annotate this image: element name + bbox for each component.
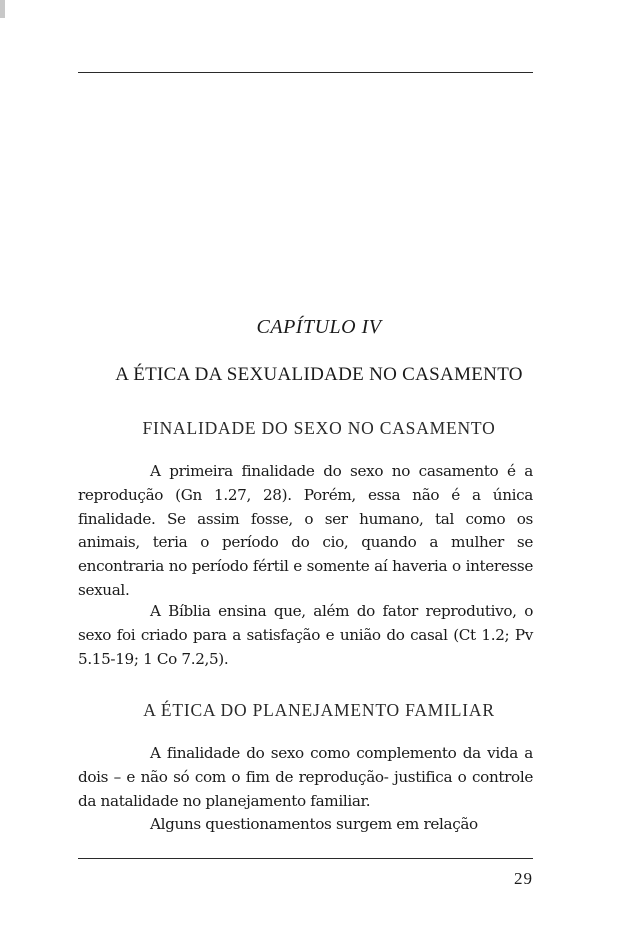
page-number: 29 [514, 869, 533, 888]
chapter-label: CAPÍTULO IV [256, 316, 382, 338]
section-heading-planejamento: A ÉTICA DO PLANEJAMENTO FAMILIAR [143, 700, 495, 720]
paragraph-1: A primeira finalidade do sexo no casamento é a reprodução (Gn 1.27, 28). Porém, essa não é a única finalidade. Se assim fosse, o ser humano, tal como os animais, teria o período do cio, quando a mulher se encontraria no período fértil e somente aí haveria o interesse sexual. [78, 462, 533, 599]
chapter-title: A ÉTICA DA SEXUALIDADE NO CASAMENTO [115, 364, 523, 385]
section-heading-finalidade: FINALIDADE DO SEXO NO CASAMENTO [142, 418, 496, 438]
paragraph-3: A finalidade do sexo como complemento da vida a dois – e não só com o fim de reprodução- justifica o controle da natalidade no planejamento familiar. [78, 744, 533, 810]
footer-rule [78, 858, 533, 859]
paragraph-4: Alguns questionamentos surgem em relação [150, 815, 478, 833]
paragraph-2: A Bíblia ensina que, além do fator reprodutivo, o sexo foi criado para a satisfação e união do casal (Ct 1.2; Pv 5.15-19; 1 Co 7.2,5). [78, 602, 533, 668]
header-rule [78, 72, 533, 73]
scan-edge-mark [0, 0, 5, 18]
